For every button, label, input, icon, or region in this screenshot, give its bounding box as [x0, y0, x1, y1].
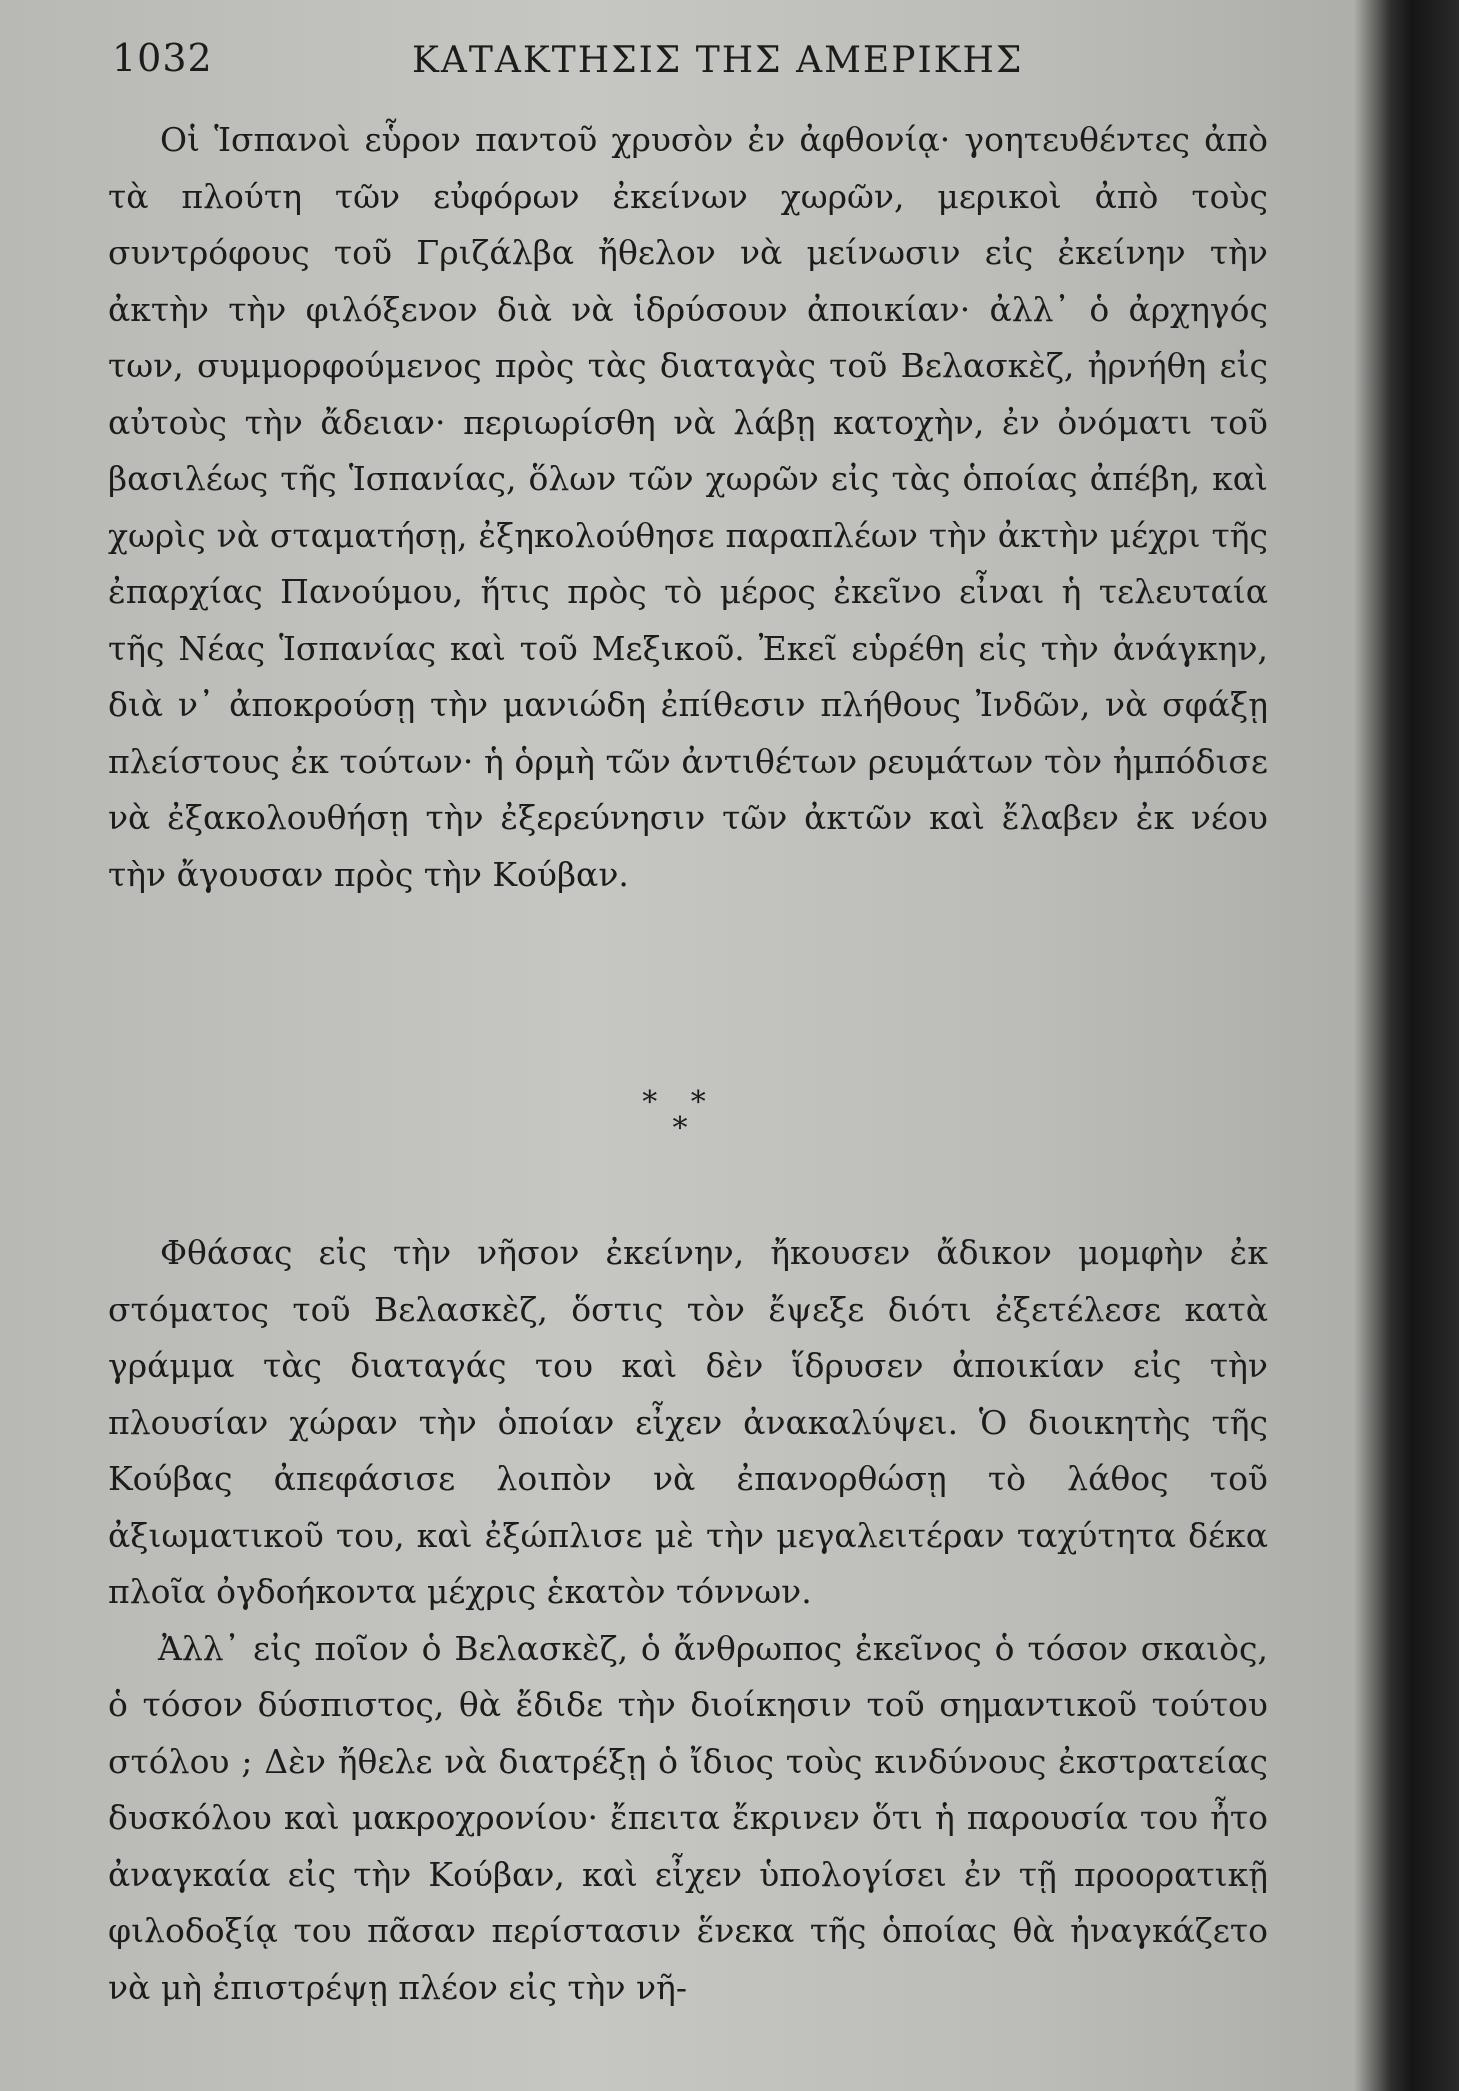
paragraph-1: Οἱ Ἱσπανοὶ εὗρον παντοῦ χρυσὸν ἐν ἀφθονίᾳ· γοητευθέντες ἀπὸ τὰ πλούτη τῶν εὐφόρων ἐκείνων χωρῶν, μερικοὶ ἀπὸ τοὺς συντρόφους τοῦ Γριζάλβα ἤθελον νὰ μείνωσιν εἰς ἐκείνην τὴν ἀκτὴν τὴν φιλόξενον διὰ νὰ ἱδρύσουν ἀποικίαν· ἀλλ᾽ ὁ ἀρχηγός των, συμμορφούμενος πρὸς τὰς διαταγὰς τοῦ Βελασκὲζ, ἠρνήθη εἰς αὐτοὺς τὴν ἄδειαν· περιωρίσθη νὰ λάβῃ κατοχὴν, ἐν ὀνόματι τοῦ βασιλέως τῆς Ἱσπανίας, ὅλων τῶν χωρῶν εἰς τὰς ὁποίας ἀπέβη, καὶ χωρὶς νὰ σταματήσῃ, ἐξηκολούθησε παραπλέων τὴν ἀκτὴν μέχρι τῆς ἐπαρχίας Πανούμου, ἥτις πρὸς τὸ μέρος ἐκεῖνο εἶναι ἡ τελευταία τῆς Νέας Ἱσπανίας καὶ τοῦ Μεξικοῦ. Ἐκεῖ εὑρέθη εἰς τὴν ἀνάγκην, διὰ ν᾽ ἀποκρούσῃ τὴν μανιώδη ἐπίθεσιν πλήθους Ἰνδῶν, νὰ σφάξῃ πλείστους ἐκ τούτων· ἡ ὁρμὴ τῶν ἀντιθέτων ρευμάτων τὸν ἠμπόδισε νὰ ἐξακολουθήσῃ τὴν ἐξερεύνησιν τῶν ἀκτῶν καὶ ἔλαβεν ἐκ νέου τὴν ἄγουσαν πρὸς τὴν Κούβαν.: [108, 120, 1268, 894]
running-title: ΚΑΤΑΚΤΗΣΙΣ ΤΗΣ ΑΜΕΡΙΚΗΣ: [412, 40, 1024, 81]
page-header: [112, 30, 1272, 90]
section-asterism: [635, 1085, 725, 1150]
second-section-block: [108, 1225, 1268, 2016]
first-paragraph-block: [108, 112, 1268, 903]
book-gutter-shadow: [1354, 0, 1459, 2091]
paragraph-2: Φθάσας εἰς τὴν νῆσον ἐκείνην, ἤκουσεν ἄδικον μομφὴν ἐκ στόματος τοῦ Βελασκὲζ, ὅστις τὸν ἔψεξε διότι ἐξετέλεσε κατὰ γράμμα τὰς διαταγάς του καὶ δὲν ἵδρυσεν ἀποικίαν εἰς τὴν πλουσίαν χώραν τὴν ὁποίαν εἶχεν ἀνακαλύψει. Ὁ διοικητὴς τῆς Κούβας ἀπεφάσισε λοιπὸν νὰ ἐπανορθώσῃ τὸ λάθος τοῦ ἀξιωματικοῦ του, καὶ ἐξώπλισε μὲ τὴν μεγαλειτέραν ταχύτητα δέκα πλοῖα ὀγδοήκοντα μέχρις ἑκατὸν τόννων.: [108, 1233, 1268, 1611]
asterism-bottom: *: [672, 1111, 688, 1146]
page-number: 1032: [112, 36, 213, 80]
paragraph-3: Ἀλλ᾽ εἰς ποῖον ὁ Βελασκὲζ, ὁ ἄνθρωπος ἐκεῖνος ὁ τόσον σκαιὸς, ὁ τόσον δύσπιστος, θὰ ἔδιδε τὴν διοίκησιν τοῦ σημαντικοῦ τούτου στόλου ; Δὲν ἤθελε νὰ διατρέξῃ ὁ ἴδιος τοὺς κινδύνους ἐκστρατείας δυσκόλου καὶ μακροχρονίου· ἔπειτα ἔκρινεν ὅτι ἡ παρουσία του ἦτο ἀναγκαία εἰς τὴν Κούβαν, καὶ εἶχεν ὑπολογίσει ἐν τῇ προορατικῇ φιλοδοξίᾳ του πᾶσαν περίστασιν ἕνεκα τῆς ὁποίας θὰ ἠναγκάζετο νὰ μὴ ἐπιστρέψῃ πλέον εἰς τὴν νῆ-: [108, 1628, 1268, 2007]
asterism-top: * *: [642, 1085, 718, 1120]
